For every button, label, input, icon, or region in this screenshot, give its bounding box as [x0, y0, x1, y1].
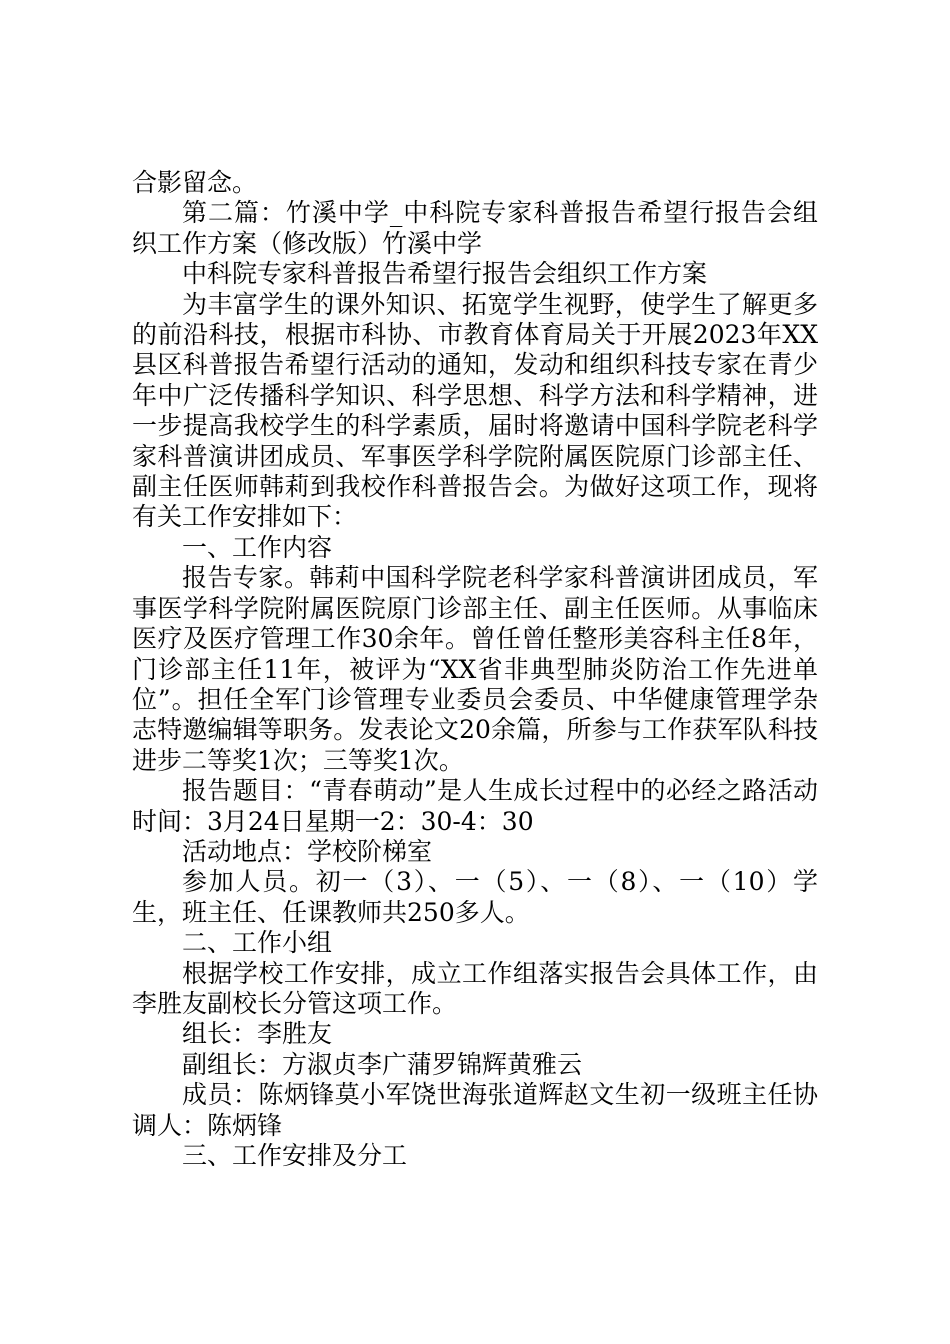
paragraph-report-topic-time: 报告题目：“青春萌动”是人生成长过程中的必经之路活动时间：3月24日星期一2：30-4：30 [132, 776, 818, 836]
section-heading-work-group: 二、工作小组 [182, 928, 333, 958]
paragraph-chapter-title: 第二篇：竹溪中学_中科院专家科普报告希望行报告会组织工作方案（修改版）竹溪中学 [132, 198, 818, 258]
document-body [132, 168, 818, 1171]
paragraph-plan-title: 中科院专家科普报告希望行报告会组织工作方案 [182, 259, 708, 289]
paragraph-participants: 参加人员。初一（3）、一（5）、一（8）、一（10）学生，班主任、任课教师共250多人。 [132, 867, 818, 927]
paragraph-expert-profile: 报告专家。韩莉中国科学院老科学家科普演讲团成员，军事医学科学院附属医院原门诊部主任、副主任医师。从事临床医疗及医疗管理工作30余年。曾任曾任整形美容科主任8年，门诊部主任11年，被评为“XX省非典型肺炎防治工作先进单位”。担任全军门诊管理专业委员会委员、中华健康管理学杂志特邀编辑等职务。发表论文20余篇，所参与工作获军队科技进步二等奖1次；三等奖1次。 [132, 563, 818, 775]
paragraph-venue: 活动地点：学校阶梯室 [182, 836, 433, 866]
paragraph-introduction: 为丰富学生的课外知识、拓宽学生视野，使学生了解更多的前沿科技，根据市科协、市教育体育局关于开展2023年XX县区科普报告希望行活动的通知，发动和组织科技专家在青少年中广泛传播科学知识、科学思想、科学方法和科学精神，进一步提高我校学生的科学素质，届时将邀请中国科学院老科学家科普演讲团成员、军事医学科学院附属医院原门诊部主任、副主任医师韩莉到我校作科普报告会。为做好这项工作，现将有关工作安排如下： [132, 289, 818, 532]
paragraph-closing-line: 合影留念。 [132, 168, 258, 197]
section-heading-work-content: 一、工作内容 [182, 532, 333, 562]
paragraph-deputy-leaders: 副组长：方淑贞李广蒲罗锦辉黄雅云 [182, 1049, 583, 1079]
paragraph-members: 成员：陈炳锋莫小军饶世海张道辉赵文生初一级班主任协调人：陈炳锋 [132, 1080, 818, 1140]
paragraph-group-setup: 根据学校工作安排，成立工作组落实报告会具体工作，由李胜友副校长分管这项工作。 [132, 958, 818, 1018]
section-heading-arrangement: 三、工作安排及分工 [182, 1141, 408, 1170]
paragraph-group-leader: 组长：李胜友 [182, 1019, 333, 1049]
